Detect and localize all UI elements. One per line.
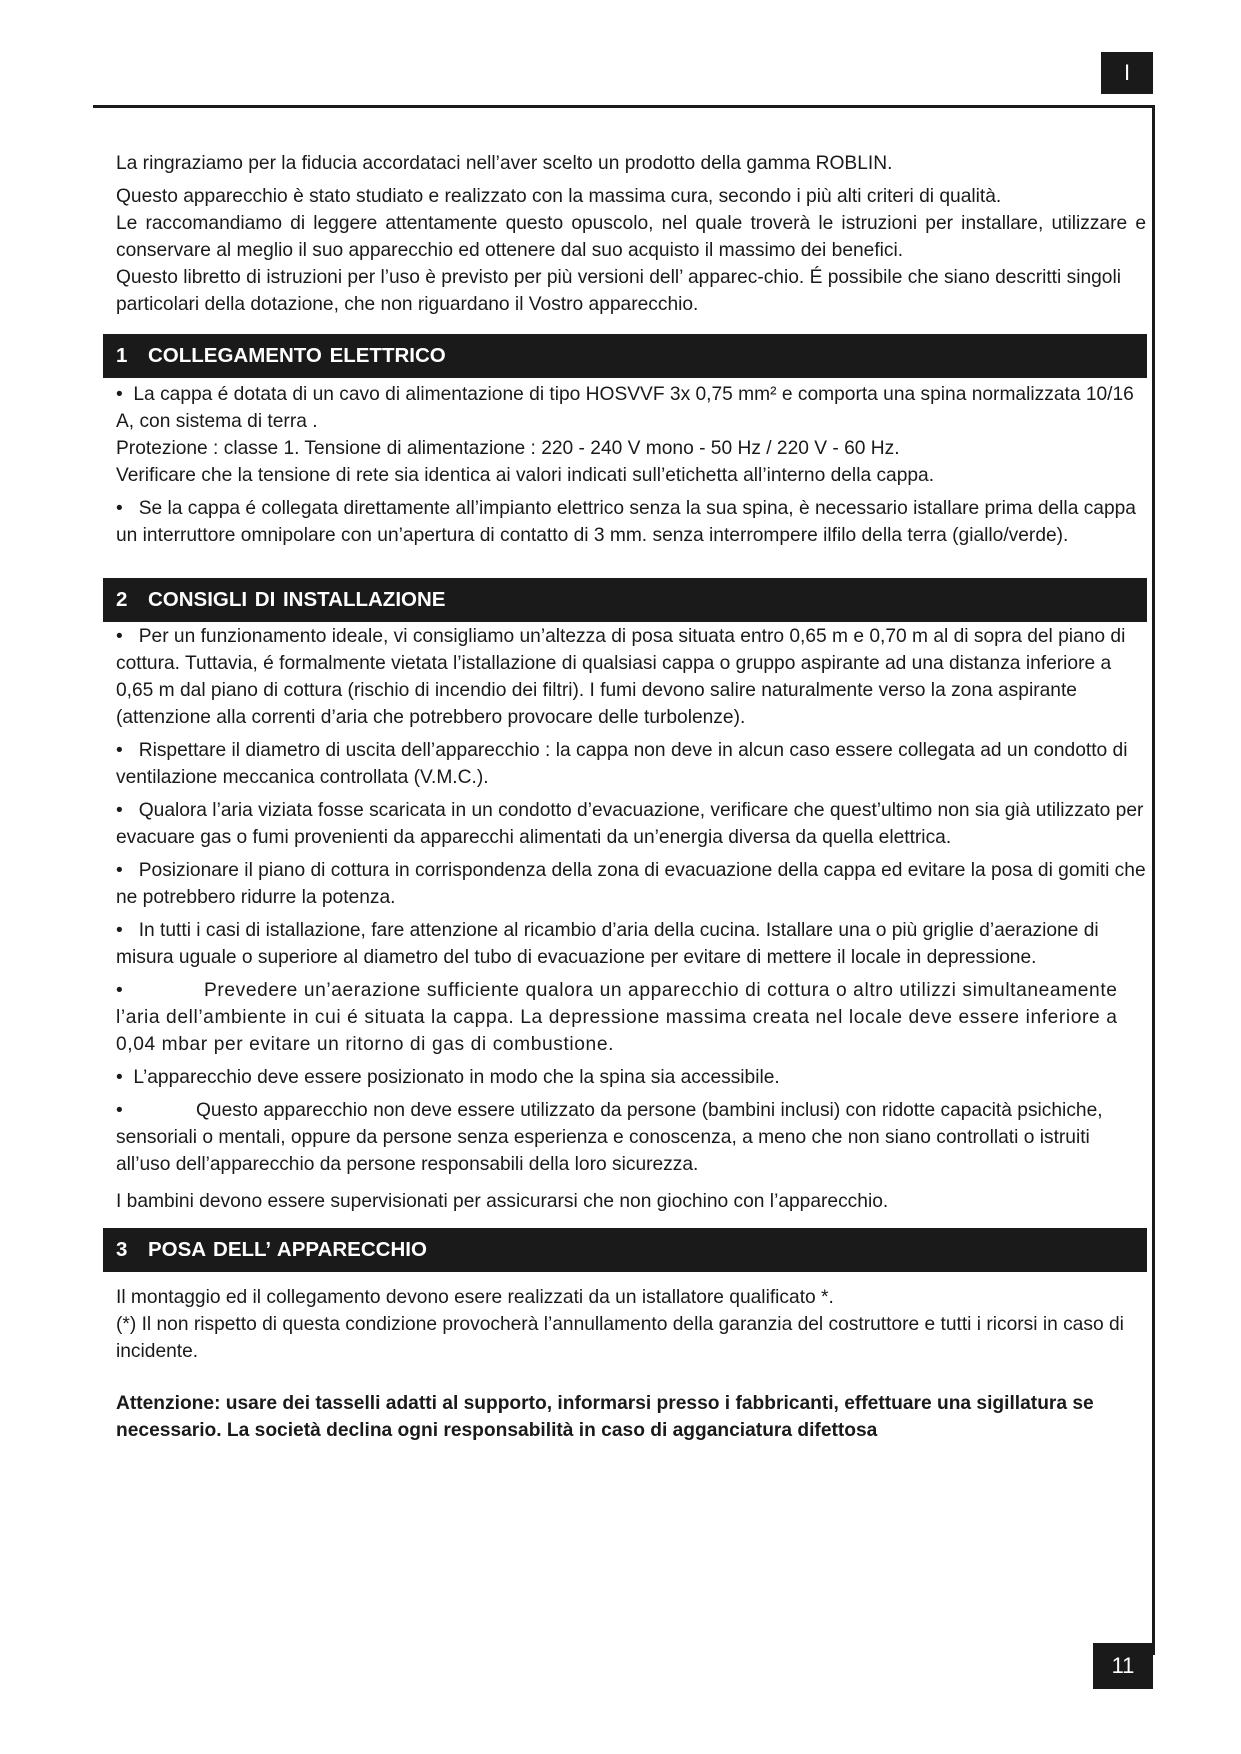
margin-rule	[1152, 105, 1155, 1655]
bullet-text: Rispettare il diametro di uscita dell’apparecchio : la cappa non deve in alcun caso essere collegata ad un condotto di ventilazione meccanica controllata (V.M.C.).	[116, 740, 1128, 788]
section-1-protection: Protezione : classe 1. Tensione di alimentazione : 220 - 240 V mono - 50 Hz / 220 V - 60 Hz.	[116, 438, 900, 459]
section-1-number: 1	[116, 344, 128, 367]
bullet-text: Se la cappa é collegata direttamente all’impianto elettrico senza la sua spina, è necessario istallare prima della cappa un interruttore omnipolare con un’apertura di contatto di 3 mm. senza interrompere ilfilo della terra (giallo/verde).	[116, 498, 1136, 546]
document-body	[116, 150, 1146, 1444]
section-3-number: 3	[116, 1238, 128, 1261]
section-1-bullet-2	[116, 495, 1146, 549]
intro-paragraph-1: La ringraziamo per la fiducia accordataci nell’aver scelto un prodotto della gamma ROBLIN.	[116, 153, 893, 174]
section-2-header	[103, 578, 1147, 622]
bullet-text: Questo apparecchio non deve essere utilizzato da persone (bambini inclusi) con ridotte capacità psichiche, sensoriali o mentali, oppure da persone senza esperienza e conoscenza, a meno che non siano controllati o istruiti all’uso dell’apparecchio da persone responsabili della loro sicurezza.	[116, 1100, 1103, 1175]
intro-paragraph-4: Questo libretto di istruzioni per l’uso è previsto per più versioni dell’ apparec-chio. É possibile che siano descritti singoli particolari della dotazione, che non riguardano il Vostro apparecchio.	[116, 267, 1122, 315]
section-2-bullet-7	[116, 1064, 1146, 1091]
bullet-glyph: •	[116, 626, 123, 647]
section-3-title: POSA DELL’ APPARECCHIO	[148, 1238, 427, 1261]
bullet-glyph: •	[116, 1100, 123, 1121]
section-2-bullet-3	[116, 797, 1146, 851]
bullet-glyph: •	[116, 1067, 123, 1088]
bullet-glyph: •	[116, 384, 123, 405]
bullet-glyph: •	[116, 980, 123, 1001]
bullet-text: Qualora l’aria viziata fosse scaricata in un condotto d’evacuazione, verificare che quest’ultimo non sia già utilizzato per evacuare gas o fumi provenienti da apparecchi alimentati da un’energia diversa da quella elettrica.	[116, 800, 1144, 848]
section-2-number: 2	[116, 588, 128, 611]
section-2-title: CONSIGLI DI INSTALLAZIONE	[148, 588, 446, 611]
section-1-header	[103, 334, 1147, 378]
page-number: 11	[1093, 1643, 1153, 1689]
language-tab: I	[1101, 52, 1153, 94]
bullet-text: Prevedere un’aerazione sufficiente qualora un apparecchio di cottura o altro utilizzi simultaneamente l’aria dell’ambiente in cui é situata la cappa. La depressione massima creata nel locale deve essere inferiore a 0,04 mbar per evitare un ritorno di gas di combustione.	[116, 980, 1118, 1055]
bullet-glyph: •	[116, 860, 123, 881]
section-1-bullet-1	[116, 381, 1146, 435]
section-3-paragraph-2: (*) Il non rispetto di questa condizione provocherà l’annullamento della garanzia del costruttore e tutti i ricorsi in caso di incidente.	[116, 1314, 1124, 1362]
section-2-bullet-5	[116, 917, 1146, 971]
section-2-bullet-8	[116, 1097, 1146, 1178]
section-3-warning: Attenzione: usare dei tasselli adatti al supporto, informarsi presso i fabbricanti, effettuare una sigillatura se necessario. La società declina ogni responsabilità in caso di agganciatura difettosa	[116, 1393, 1094, 1441]
section-3-header	[103, 1228, 1147, 1272]
bullet-text: Per un funzionamento ideale, vi consigliamo un’altezza di posa situata entro 0,65 m e 0,70 m al di sopra del piano di cottura. Tuttavia, é formalmente vietata l’istallazione di qualsiasi cappa o gruppo aspirante ad una distanza inferiore a 0,65 m dal piano di cottura (rischio di incendio dei filtri). I fumi devono salire naturalmente verso la zona aspirante (attenzione alla correnti d’aria che potrebbero provocare delle turbolenze).	[116, 626, 1126, 728]
section-2-bullet-4	[116, 857, 1146, 911]
bullet-glyph: •	[116, 920, 123, 941]
bullet-glyph: •	[116, 800, 123, 821]
intro-paragraph-3: Le raccomandiamo di leggere attentamente questo opuscolo, nel quale troverà le istruzioni per installare, utilizzare e conservare al meglio il suo apparecchio ed ottenere dal suo acquisto il massimo dei benefici.	[116, 213, 1146, 261]
bullet-text: In tutti i casi di istallazione, fare attenzione al ricambio d’aria della cucina. Istallare una o più griglie d’aerazione di misura uguale o superiore al diametro del tubo di evacuazione per evitare di mettere il locale in depressione.	[116, 920, 1099, 968]
bullet-text: La cappa é dotata di un cavo di alimentazione di tipo HOSVVF 3x 0,75 mm² e comporta una spina normalizzata 10/16 A, con sistema di terra .	[116, 384, 1134, 432]
section-2-bullet-1	[116, 623, 1146, 731]
header-rule	[93, 105, 1154, 108]
section-3-paragraph-1: Il montaggio ed il collegamento devono esere realizzati da un istallatore qualificato *.	[116, 1287, 834, 1308]
section-2-children-note: I bambini devono essere supervisionati per assicurarsi che non giochino con l’apparecchio.	[116, 1191, 889, 1212]
section-2-bullet-6	[116, 977, 1146, 1058]
section-2-bullet-2	[116, 737, 1146, 791]
section-1-title: COLLEGAMENTO ELETTRICO	[148, 344, 446, 367]
intro-paragraph-2: Questo apparecchio è stato studiato e realizzato con la massima cura, secondo i più alti criteri di qualità.	[116, 186, 1002, 207]
bullet-text: L’apparecchio deve essere posizionato in modo che la spina sia accessibile.	[133, 1067, 780, 1088]
bullet-text: Posizionare il piano di cottura in corrispondenza della zona di evacuazione della cappa ed evitare la posa di gomiti che ne potrebbero ridurre la potenza.	[116, 860, 1146, 908]
bullet-glyph: •	[116, 740, 123, 761]
section-1-voltage-check: Verificare che la tensione di rete sia identica ai valori indicati sull’etichetta all’interno della cappa.	[116, 465, 935, 486]
bullet-glyph: •	[116, 498, 123, 519]
